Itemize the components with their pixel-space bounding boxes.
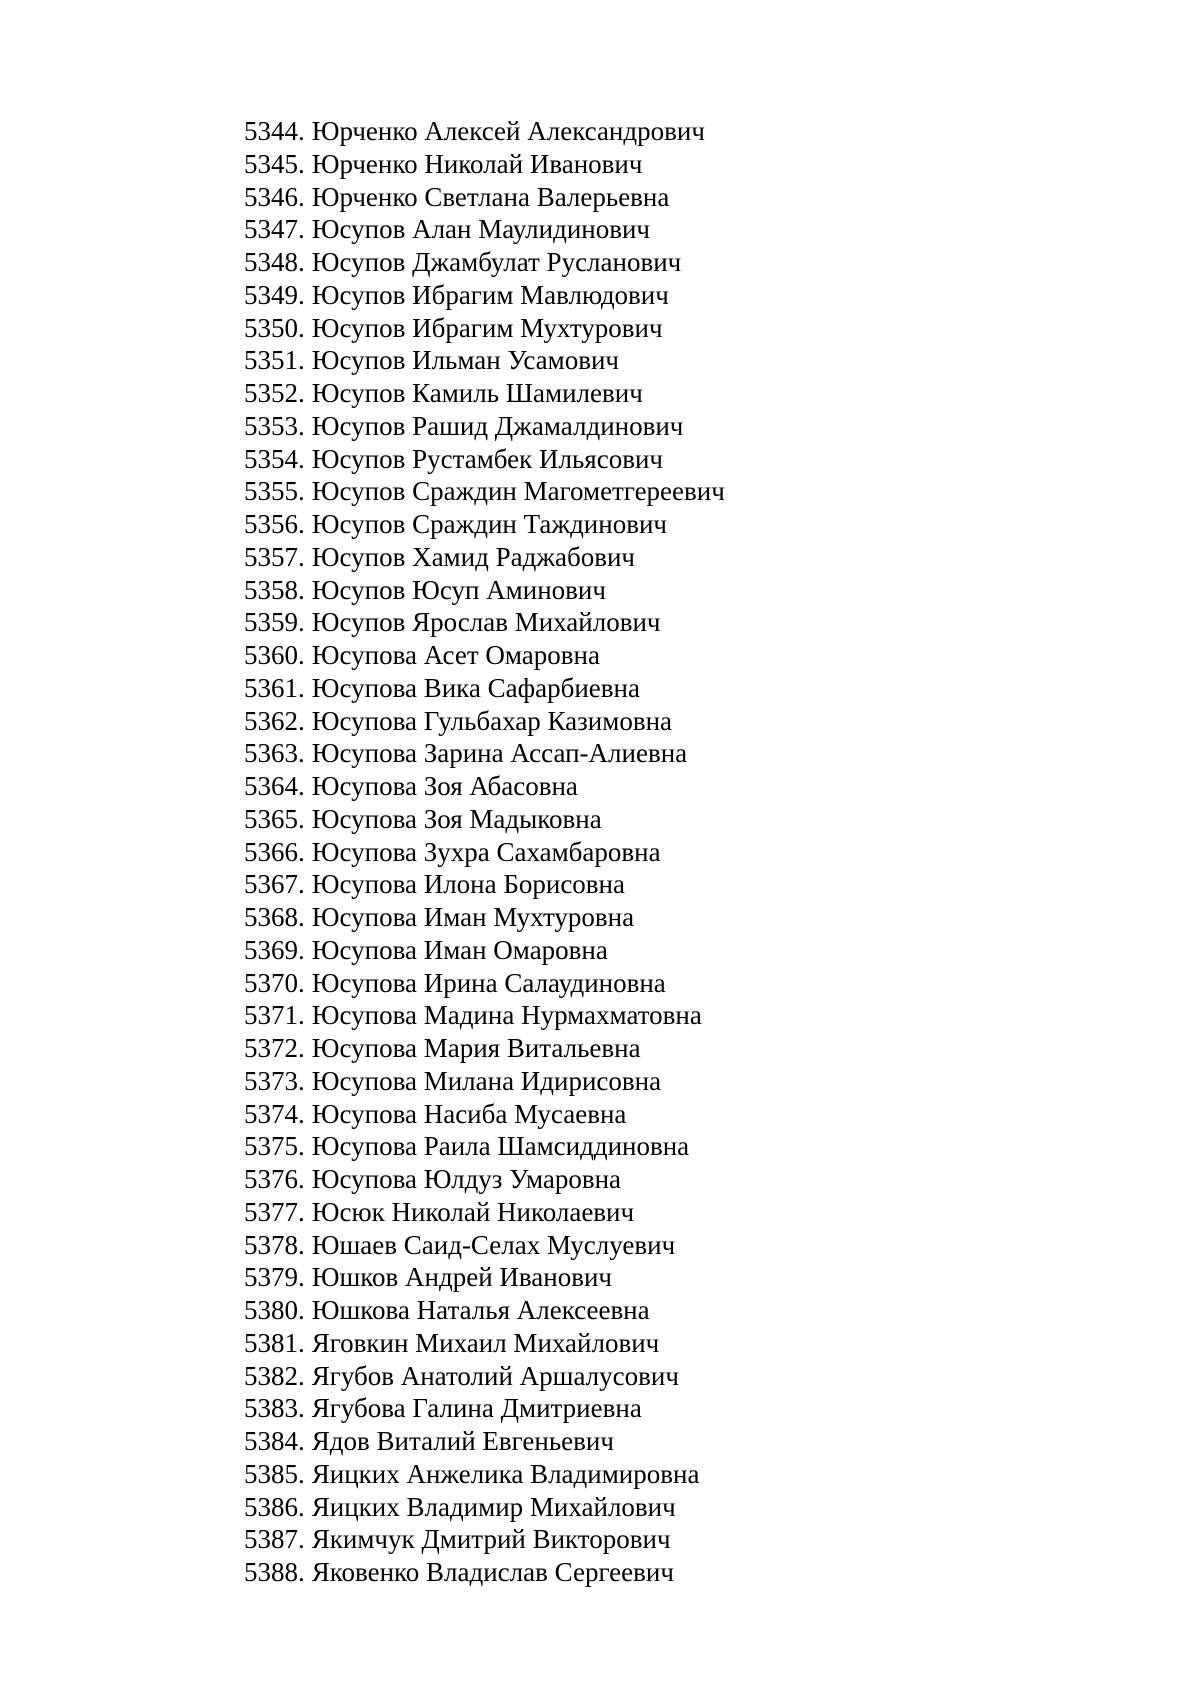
list-item: [244, 344, 725, 377]
entry-number: 5371.: [244, 1000, 305, 1031]
list-item: [244, 1425, 725, 1458]
entry-full-name: Юрченко Светлана Валерьевна: [311, 181, 670, 212]
entry-full-name: Юсупова Насиба Мусаевна: [311, 1098, 627, 1129]
entry-full-name: Юсупова Вика Сафарбиевна: [311, 672, 640, 703]
list-item: [244, 803, 725, 836]
list-item: [244, 213, 725, 246]
entry-number: 5365.: [244, 803, 305, 834]
entry-full-name: Юсупов Хамид Раджабович: [311, 541, 635, 572]
entry-number: 5348.: [244, 247, 305, 277]
entry-number: 5361.: [244, 672, 305, 703]
entry-number: 5346.: [244, 181, 305, 212]
entry-full-name: Юсупов Рустамбек Ильясович: [311, 443, 663, 474]
list-item: [244, 1098, 725, 1131]
entry-full-name: Юсупова Мадина Нурмахматовна: [311, 1000, 702, 1031]
entry-full-name: Яицких Анжелика Владимировна: [311, 1458, 700, 1489]
entry-number: 5360.: [244, 640, 305, 670]
entry-number: 5369.: [244, 934, 305, 965]
entry-full-name: Ягубова Галина Дмитриевна: [311, 1393, 642, 1424]
list-item: [244, 672, 725, 705]
entry-number: 5352.: [244, 378, 305, 408]
entry-full-name: Яговкин Михаил Михайлович: [311, 1327, 660, 1358]
entry-full-name: Юсюк Николай Николаевич: [311, 1196, 635, 1227]
list-item: [244, 1261, 725, 1294]
entry-full-name: Якимчук Дмитрий Викторович: [311, 1524, 671, 1555]
list-item: [244, 115, 725, 148]
entry-full-name: Юсупов Рашид Джамалдинович: [311, 410, 684, 441]
entry-number: 5373.: [244, 1065, 305, 1096]
list-item: [244, 443, 725, 476]
entry-number: 5367.: [244, 869, 305, 900]
entry-number: 5347.: [244, 214, 305, 245]
entry-full-name: Юшаев Саид-Селах Муслуевич: [311, 1229, 676, 1260]
entry-full-name: Юсупова Юлдуз Умаровна: [311, 1164, 622, 1194]
entry-full-name: Юсупова Раила Шамсиддиновна: [311, 1131, 690, 1162]
list-item: [244, 475, 725, 508]
entry-number: 5375.: [244, 1131, 305, 1162]
entry-full-name: Юрченко Алексей Александрович: [311, 116, 705, 146]
entry-number: 5387.: [244, 1524, 305, 1555]
entry-number: 5384.: [244, 1426, 305, 1456]
entry-number: 5385.: [244, 1458, 305, 1489]
entry-full-name: Юсупов Сраждин Таждинович: [311, 509, 667, 539]
list-item: [244, 1294, 725, 1327]
list-item: [244, 377, 725, 410]
entry-full-name: Юсупова Зоя Абасовна: [311, 771, 578, 801]
entry-number: 5383.: [244, 1393, 305, 1424]
list-item: [244, 1556, 725, 1589]
entry-full-name: Юсупова Иман Мухтуровна: [311, 902, 635, 932]
list-item: [244, 574, 725, 607]
list-item: [244, 1196, 725, 1229]
list-item: [244, 1360, 725, 1393]
list-item: [244, 606, 725, 639]
list-item: [244, 312, 725, 345]
entry-full-name: Юсупова Илона Борисовна: [311, 869, 625, 900]
entry-full-name: Ягубов Анатолий Аршалусович: [311, 1360, 679, 1391]
entry-number: 5364.: [244, 771, 305, 801]
list-item: [244, 705, 725, 738]
list-item: [244, 181, 725, 214]
entry-full-name: Юсупова Асет Омаровна: [311, 640, 600, 670]
list-item: [244, 868, 725, 901]
entry-number: 5362.: [244, 705, 305, 736]
entry-number: 5368.: [244, 902, 305, 932]
list-item: [244, 410, 725, 443]
entry-number: 5386.: [244, 1491, 305, 1522]
entry-number: 5344.: [244, 116, 305, 146]
entry-number: 5359.: [244, 607, 305, 638]
list-item: [244, 279, 725, 312]
entry-full-name: Юсупов Юсуп Аминович: [311, 574, 606, 605]
entry-full-name: Юсупова Мария Витальевна: [311, 1033, 641, 1063]
list-item: [244, 967, 725, 1000]
list-item: [244, 148, 725, 181]
entry-number: 5372.: [244, 1033, 305, 1063]
list-item: [244, 541, 725, 574]
entry-full-name: Юсупова Иман Омаровна: [311, 934, 608, 965]
entry-full-name: Юшков Андрей Иванович: [311, 1262, 613, 1293]
list-item: [244, 246, 725, 279]
entry-full-name: Юсупов Ильман Усамович: [311, 345, 619, 376]
entry-full-name: Яковенко Владислав Сергеевич: [311, 1557, 674, 1587]
list-item: [244, 1229, 725, 1262]
list-item: [244, 639, 725, 672]
entry-full-name: Юсупов Ярослав Михайлович: [311, 607, 661, 638]
entry-full-name: Юсупова Гульбахар Казимовна: [311, 705, 673, 736]
entry-full-name: Юсупов Ибрагим Мухтурович: [311, 312, 663, 343]
list-item: [244, 1458, 725, 1491]
list-item: [244, 1032, 725, 1065]
list-item: [244, 508, 725, 541]
entry-full-name: Ядов Виталий Евгеньевич: [311, 1426, 614, 1456]
entry-full-name: Юсупова Милана Идирисовна: [311, 1065, 662, 1096]
entry-number: 5355.: [244, 476, 305, 507]
entry-number: 5353.: [244, 410, 305, 441]
list-item: [244, 1163, 725, 1196]
entry-full-name: Юсупов Сраждин Магометгереевич: [311, 476, 725, 507]
entry-number: 5377.: [244, 1196, 305, 1227]
entry-full-name: Юшкова Наталья Алексеевна: [311, 1295, 650, 1325]
list-item: [244, 836, 725, 869]
entry-full-name: Юсупов Камиль Шамилевич: [311, 378, 643, 408]
entry-number: 5356.: [244, 509, 305, 539]
list-item: [244, 1491, 725, 1524]
entry-full-name: Юсупов Алан Маулидинович: [311, 214, 651, 245]
list-item: [244, 1327, 725, 1360]
entry-number: 5349.: [244, 279, 305, 310]
entry-number: 5379.: [244, 1262, 305, 1293]
entry-number: 5357.: [244, 541, 305, 572]
list-item: [244, 1130, 725, 1163]
entry-number: 5350.: [244, 312, 305, 343]
entry-number: 5381.: [244, 1327, 305, 1358]
entry-number: 5366.: [244, 836, 305, 867]
list-item: [244, 1392, 725, 1425]
entry-full-name: Юсупова Ирина Салаудиновна: [311, 967, 666, 998]
list-item: [244, 1065, 725, 1098]
list-item: [244, 934, 725, 967]
entry-full-name: Юсупова Зоя Мадыковна: [311, 803, 602, 834]
entry-number: 5382.: [244, 1360, 305, 1391]
entry-number: 5376.: [244, 1164, 305, 1194]
entry-full-name: Юсупова Зухра Сахамбаровна: [311, 836, 661, 867]
entry-number: 5388.: [244, 1557, 305, 1587]
entry-full-name: Юсупов Ибрагим Мавлюдович: [311, 279, 669, 310]
entry-full-name: Юрченко Николай Иванович: [311, 148, 643, 179]
list-item: [244, 737, 725, 770]
name-list: [244, 115, 725, 1589]
list-item: [244, 901, 725, 934]
entry-number: 5378.: [244, 1229, 305, 1260]
list-item: [244, 999, 725, 1032]
entry-number: 5370.: [244, 967, 305, 998]
list-item: [244, 1523, 725, 1556]
entry-number: 5354.: [244, 443, 305, 474]
entry-number: 5363.: [244, 738, 305, 769]
list-item: [244, 770, 725, 803]
entry-number: 5351.: [244, 345, 305, 376]
entry-number: 5374.: [244, 1098, 305, 1129]
entry-full-name: Юсупов Джамбулат Русланович: [311, 247, 682, 277]
entry-full-name: Яицких Владимир Михайлович: [311, 1491, 676, 1522]
entry-number: 5380.: [244, 1295, 305, 1325]
entry-number: 5358.: [244, 574, 305, 605]
entry-full-name: Юсупова Зарина Ассап-Алиевна: [311, 738, 688, 769]
entry-number: 5345.: [244, 148, 305, 179]
